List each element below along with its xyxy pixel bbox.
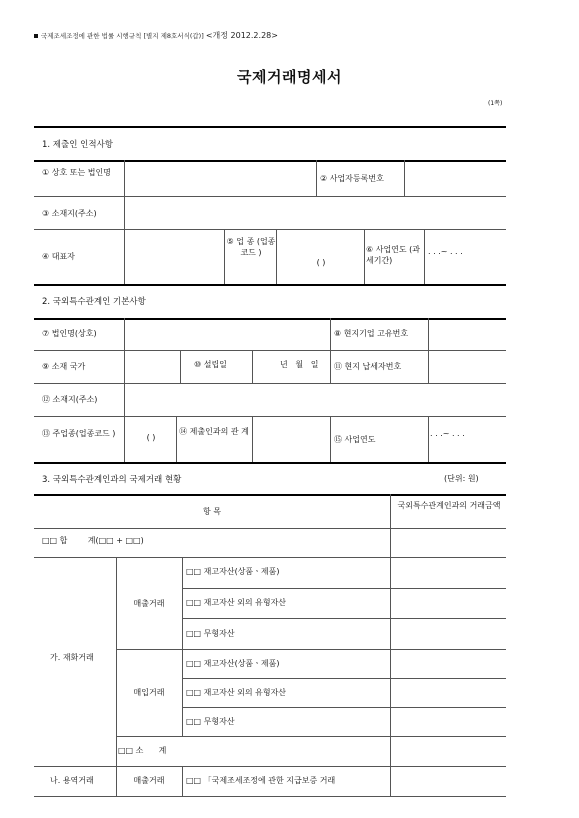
business-reg-label: ② 사업자등록번호 bbox=[320, 174, 384, 183]
row-line bbox=[34, 229, 506, 230]
col-line bbox=[252, 350, 253, 383]
fiscal-year-field[interactable]: . . .~ . . . bbox=[428, 247, 463, 256]
local-id-field[interactable] bbox=[429, 319, 505, 349]
col-line bbox=[182, 766, 183, 796]
foreign-address-field[interactable] bbox=[125, 384, 505, 415]
goods-purchase-label: 매입거래 bbox=[133, 688, 165, 697]
representative-field[interactable] bbox=[125, 230, 223, 283]
purchase-inventory-field[interactable] bbox=[391, 650, 505, 677]
company-name-field[interactable] bbox=[125, 161, 315, 195]
industry-label: ⑤ 업 종 (업종코드 ) bbox=[226, 237, 276, 257]
purchase-tangible-label: □□ 재고자산 외의 유형자산 bbox=[186, 688, 287, 697]
guarantee-transaction-label: □□ 「국제조세조정에 관한 지급보증 거래 bbox=[186, 776, 336, 785]
col-line bbox=[316, 160, 317, 196]
main-industry-label: ⑬ 주업종(업종코드 ) bbox=[42, 429, 116, 438]
revision-date: <개정 2012.2.28> bbox=[205, 31, 278, 40]
foreign-address-label: ⑫ 소재지(주소) bbox=[42, 395, 98, 404]
col-line bbox=[424, 229, 425, 284]
country-field[interactable] bbox=[125, 351, 179, 382]
service-transaction-label: 나. 용역거래 bbox=[50, 776, 94, 785]
corp-name-label: ⑦ 법인명(상호) bbox=[42, 329, 97, 338]
goods-transaction-label: 가. 재화거래 bbox=[50, 653, 94, 662]
company-name-label: ① 상호 또는 법인명 bbox=[42, 168, 111, 177]
service-sales-label: 매출거래 bbox=[133, 776, 165, 785]
col-line bbox=[182, 557, 183, 736]
subtotal-label: □□ 소 계 bbox=[118, 746, 167, 755]
col-line bbox=[330, 350, 331, 383]
section2-bottom-rule bbox=[34, 462, 506, 464]
sales-inventory-field[interactable] bbox=[391, 558, 505, 587]
sales-inventory-label: □□ 재고자산(상품ㆍ제품) bbox=[186, 567, 280, 576]
foreign-fiscal-year-label: ⑮ 사업연도 bbox=[334, 435, 376, 444]
section3-heading: 3. 국외특수관계인과의 국제거래 현황 bbox=[42, 475, 182, 485]
total-amount-field[interactable] bbox=[391, 529, 505, 556]
sales-intangible-field[interactable] bbox=[391, 619, 505, 648]
sales-intangible-label: □□ 무형자산 bbox=[186, 629, 235, 638]
relationship-field[interactable] bbox=[253, 417, 329, 461]
representative-label: ④ 대표자 bbox=[42, 252, 75, 261]
local-id-label: ⑧ 현지기업 고유번호 bbox=[334, 329, 409, 338]
goods-sales-label: 매출거래 bbox=[133, 599, 165, 608]
col-line bbox=[116, 557, 117, 796]
col-item-header: 항 목 bbox=[203, 507, 221, 516]
col-line bbox=[428, 416, 429, 462]
purchase-inventory-label: □□ 재고자산(상품ㆍ제품) bbox=[186, 659, 280, 668]
fiscal-year-label: ⑥ 사업연도 (과세기간) bbox=[366, 245, 421, 265]
form-title: 국제거래명세서 bbox=[237, 68, 342, 86]
col-line bbox=[330, 416, 331, 462]
form-basis: 국제조세조정에 관한 법률 시행규칙 [별지 제8호서식(갑)] bbox=[41, 32, 204, 40]
col-amount-header: 국외특수관계인과의 거래금액 bbox=[397, 501, 501, 510]
relationship-label: ⑭ 제출인과의 관 계 bbox=[179, 427, 249, 436]
section1-bottom-rule bbox=[34, 284, 506, 286]
top-border bbox=[34, 126, 506, 128]
address-label: ③ 소재지(주소) bbox=[42, 209, 97, 218]
page-label: (1쪽) bbox=[488, 100, 503, 107]
corp-name-field[interactable] bbox=[125, 319, 329, 349]
col-line bbox=[330, 318, 331, 350]
tax-id-label: ⑪ 현지 납세자번호 bbox=[334, 362, 402, 371]
tax-id-field[interactable] bbox=[429, 351, 505, 382]
industry-code-field[interactable]: ( ) bbox=[316, 258, 326, 267]
form-header-note bbox=[34, 30, 278, 41]
purchase-intangible-field[interactable] bbox=[391, 708, 505, 735]
foreign-fiscal-year-field[interactable]: . . .~ . . . bbox=[430, 429, 465, 438]
section1-heading: 1. 제출인 인적사항 bbox=[42, 140, 113, 150]
col-line bbox=[180, 350, 181, 383]
col-line bbox=[176, 416, 177, 462]
section2-heading: 2. 국외특수관계인 기본사항 bbox=[42, 297, 146, 307]
country-label: ⑨ 소재 국가 bbox=[42, 362, 86, 371]
bullet-icon bbox=[34, 34, 38, 38]
sales-tangible-field[interactable] bbox=[391, 589, 505, 617]
row-line bbox=[34, 796, 506, 797]
purchase-tangible-field[interactable] bbox=[391, 679, 505, 706]
purchase-intangible-label: □□ 무형자산 bbox=[186, 717, 235, 726]
sales-tangible-label: □□ 재고자산 외의 유형자산 bbox=[186, 598, 287, 607]
established-date-field[interactable]: 년 월 일 bbox=[280, 360, 319, 369]
unit-label: (단위: 원) bbox=[444, 474, 479, 483]
business-reg-field[interactable] bbox=[405, 161, 505, 195]
subtotal-field[interactable] bbox=[391, 737, 505, 765]
total-row-label: □□ 합 계(□□ + □□) bbox=[42, 536, 144, 545]
col-line bbox=[364, 229, 365, 284]
address-field[interactable] bbox=[125, 197, 505, 228]
guarantee-amount-field[interactable] bbox=[391, 767, 505, 795]
section3-top-rule bbox=[34, 494, 506, 496]
main-industry-code-field[interactable]: ( ) bbox=[146, 433, 156, 442]
established-label: ⑩ 설립일 bbox=[194, 360, 227, 369]
